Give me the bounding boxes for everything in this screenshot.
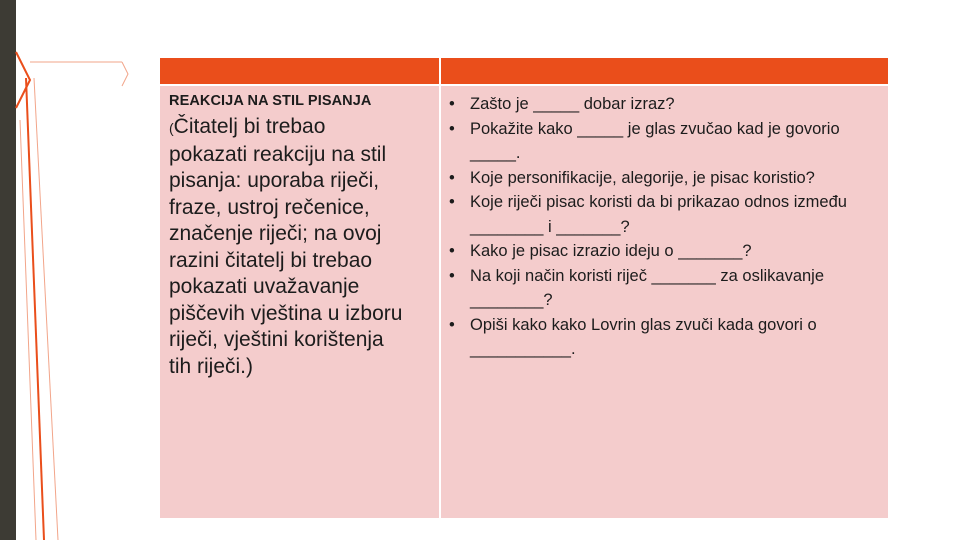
header-cell-left (160, 58, 439, 84)
bullet-icon: • (449, 193, 455, 211)
left-description (169, 114, 439, 380)
list-item (446, 190, 886, 239)
bullet-icon: • (449, 315, 455, 334)
bullet-icon: • (449, 168, 455, 187)
list-item (446, 264, 886, 313)
list-item (446, 313, 886, 362)
table-header-row (159, 58, 889, 85)
question-text: Koje riječi pisac koristi da bi prikazao odnos između ________ i _______? (470, 193, 847, 236)
question-text: Opiši kako kako Lovrin glas zvuči kada govori o ___________. (470, 315, 817, 358)
question-text: Kako je pisac izrazio ideju o _______? (470, 242, 752, 260)
left-column (169, 92, 439, 380)
question-text: Koje personifikacije, alegorije, je pisac koristio? (470, 168, 815, 187)
list-item (446, 239, 886, 264)
bullet-icon: • (449, 242, 455, 260)
bullet-icon: • (449, 119, 455, 138)
question-text: Pokažite kako _____ je glas zvučao kad je govorio _____. (470, 119, 840, 162)
question-text: Na koji način koristi riječ _______ za oslikavanje ________? (470, 266, 825, 309)
open-paren: ( (169, 120, 174, 136)
content-table (158, 57, 890, 519)
list-item (446, 166, 886, 191)
decorative-lines (0, 0, 140, 540)
list-item (446, 117, 886, 166)
section-heading: REAKCIJA NA STIL PISANJA (169, 93, 372, 109)
question-text: Zašto je _____ dobar izraz? (470, 95, 675, 113)
left-description-text: Čitatelj bi trebao pokazati reakciju na stil pisanja: uporaba riječi, fraze, ustroj rečenice, značenje riječi; na ovoj razini čitatelj bi trebao pokazati uvažavanje piščevih vještina u izboru riječi, vještini korištenja tih riječi.) (169, 115, 403, 378)
bullet-icon: • (449, 95, 455, 113)
question-list (446, 92, 886, 362)
bullet-icon: • (449, 266, 455, 285)
header-cell-right (441, 58, 888, 84)
list-item (446, 92, 886, 117)
